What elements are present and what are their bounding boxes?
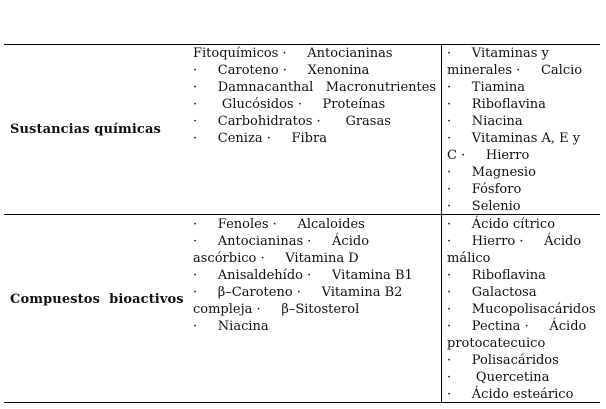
cell-text-line: · Damnacanthal Macronutrientes — [193, 80, 437, 95]
cell-text-line: · Caroteno · Xenonina — [193, 63, 370, 78]
cell-text-line: málico — [447, 251, 491, 266]
cell-text-line: · Ácido cítrico — [447, 217, 556, 232]
cell-text-line: · Ácido esteárico — [447, 387, 574, 402]
row-sustancias-col3 — [447, 45, 582, 215]
cell-text-line: minerales · Calcio — [447, 63, 583, 78]
cell-text-line: · Fósforo — [447, 182, 522, 197]
row-label-compuestos: Compuestos bioactivos — [10, 292, 184, 307]
cell-text-line: Fitoquímicos · Antocianinas — [193, 46, 393, 61]
cell-text-line: compleja · β–Sitosterol — [193, 302, 360, 317]
cell-text-line: · Riboflavina — [447, 97, 546, 112]
cell-text-line: · Niacina — [447, 114, 523, 129]
row-compuestos-col2 — [193, 216, 413, 335]
cell-text-line: · Hierro · Ácido — [447, 234, 582, 249]
cell-text-line: · Pectina · Ácido — [447, 319, 587, 334]
row-compuestos-col3 — [447, 216, 596, 403]
cell-text-line: ascórbico · Vitamina D — [193, 251, 359, 266]
cell-text-line: · Ceniza · Fibra — [193, 131, 327, 146]
cell-text-line: · Riboflavina — [447, 268, 546, 283]
cell-text-line: · Vitaminas A, E y — [447, 131, 581, 146]
cell-text-line: · Vitaminas y — [447, 46, 549, 61]
cell-text-line: · Glucósidos · Proteínas — [193, 97, 386, 112]
row-label-sustancias: Sustancias químicas — [10, 122, 161, 137]
row-sustancias-col2 — [193, 45, 436, 147]
cell-text-line: · Niacina — [193, 319, 269, 334]
cell-text-line: · Fenoles · Alcaloides — [193, 217, 365, 232]
cell-text-line: · Galactosa — [447, 285, 537, 300]
cell-text-line: · Carbohidratos · Grasas — [193, 114, 391, 129]
cell-text-line: · β–Caroteno · Vitamina B2 — [193, 285, 403, 300]
cell-text-line: · Anisaldehído · Vitamina B1 — [193, 268, 413, 283]
cell-text-line: · Magnesio — [447, 165, 536, 180]
cell-text-line: · Tiamina — [447, 80, 525, 95]
cell-text-line: C · Hierro — [447, 148, 530, 163]
cell-text-line: · Polisacáridos — [447, 353, 559, 368]
cell-text-line: protocatecuico — [447, 336, 546, 351]
cell-text-line: · Quercetina — [447, 370, 550, 385]
column-divider — [441, 44, 442, 402]
cell-text-line: · Selenio — [447, 199, 521, 214]
cell-text-line: · Antocianinas · Ácido — [193, 234, 370, 249]
cell-text-line: · Mucopolisacáridos — [447, 302, 596, 317]
